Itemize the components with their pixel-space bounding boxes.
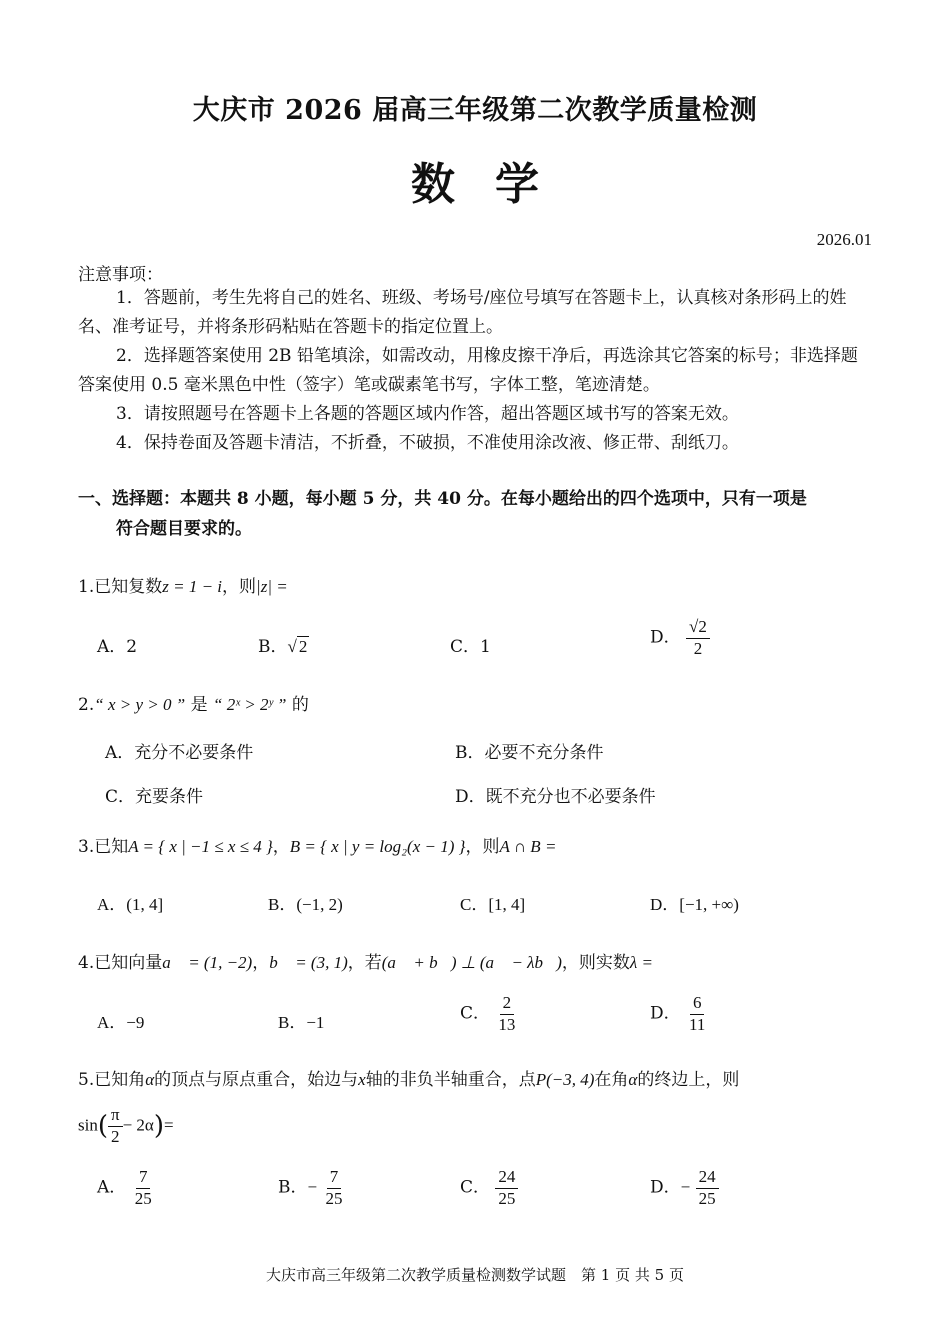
q5-option-b-sign: − [307, 1177, 318, 1197]
fraction-numerator: 24 [696, 1168, 719, 1189]
fraction-denominator: 25 [698, 1188, 716, 1208]
q4-option-c-label: C． [460, 1003, 491, 1024]
fraction-numerator: π [108, 1106, 123, 1127]
note-item: 3．请按照题号在答题卡上各题的答题区域内作答，超出答题区域书写的答案无效。 [116, 404, 739, 424]
q1-option-b-value: 2 [298, 637, 308, 656]
q1-mid: ，则 [222, 577, 257, 597]
q1-prefix: 1.已知复数 [78, 577, 163, 597]
q4-lambda: λ = [629, 953, 654, 972]
q4-option-d-label: D． [650, 1003, 681, 1024]
fraction-numerator: 7 [136, 1168, 151, 1189]
q5-option-c-label: C． [460, 1177, 491, 1198]
fraction-numerator: √2 [686, 618, 710, 639]
fraction-numerator: 7 [327, 1168, 342, 1189]
q1-expr: z = 1 − i [162, 577, 223, 596]
q5-option-d [650, 1168, 719, 1208]
fraction-denominator: 2 [693, 638, 703, 658]
fraction-denominator: 25 [134, 1188, 152, 1208]
q3-prefix: 3.已知 [78, 837, 129, 857]
page-footer: 大庆市高三年级第二次教学质量检测数学试题 第 1 页 共 5 页 [266, 1266, 684, 1284]
q3-expr: A ∩ B = [499, 837, 557, 856]
q3-mid: ，则 [465, 837, 500, 857]
q2-expr1: “ x > y > 0 ” [94, 695, 186, 714]
fraction-numerator: 24 [495, 1168, 518, 1189]
section-heading-line2: 符合题目要求的。 [116, 519, 252, 539]
q5-option-a [97, 1168, 155, 1208]
q3-sep: ， [272, 837, 290, 857]
q5-pi-fraction [108, 1106, 123, 1146]
q4-prefix: 4.已知向量 [78, 953, 163, 973]
q5-text4: 在角 [594, 1070, 629, 1090]
q5-option-b-fraction [323, 1168, 346, 1208]
section-heading-line1: 一、选择题：本题共 8 小题，每小题 5 分，共 40 分。在每小题给出的四个选项中，只有一项是 [78, 489, 807, 509]
q1-option-d-label: D． [650, 627, 681, 648]
q4-vector-b: b⃗ = (3, 1) [269, 953, 348, 972]
q5-text2: 的顶点与原点重合，始边与 [154, 1070, 359, 1090]
q4-condition: (a⃗ + b⃗) ⊥ (a⃗ − λb⃗) [381, 953, 562, 972]
q5-x: x [358, 1070, 366, 1089]
fraction-denominator: 13 [498, 1014, 516, 1034]
q4-mid: ，若 [347, 953, 382, 973]
q2-mid: 是 [190, 695, 208, 715]
q4-option-d [650, 994, 708, 1034]
fraction-numerator: 6 [690, 994, 705, 1015]
q1-option-a: A．2 [97, 637, 138, 657]
fraction-denominator: 25 [325, 1188, 343, 1208]
q2-option-b: B．必要不充分条件 [455, 743, 604, 763]
q3-option-a: A．(1, 4] [97, 895, 164, 914]
q2-suffix: 的 [291, 695, 309, 715]
q1-option-c: C．1 [450, 637, 491, 657]
q2-option-a: A．充分不必要条件 [105, 743, 254, 763]
question-2 [78, 690, 309, 715]
q4-option-a: A．−9 [97, 1013, 145, 1032]
q5-point: P(−3, 4) [535, 1070, 595, 1089]
q5-option-a-fraction [132, 1168, 155, 1208]
question-5 [78, 1065, 739, 1090]
q5-option-b-label: B． [278, 1177, 308, 1198]
q4-vector-a: a⃗ = (1, −2) [162, 953, 253, 972]
q1-option-b: B．√ 2 [258, 637, 308, 657]
q5-alpha: α [145, 1070, 155, 1089]
q5-text5: 的终边上，则 [637, 1070, 740, 1090]
note-item: 2．选择题答案使用 2B 铅笔填涂，如需改动，用橡皮擦干净后，再选涂其它答案的标号；非选择题答案使用 0.5 毫米黑色中性（签字）笔或碳素笔书写，字体工整，笔迹清楚。 [78, 346, 858, 395]
q4-option-b: B．−1 [278, 1013, 325, 1032]
note-item: 4．保持卷面及答题卡清洁，不折叠，不破损，不准使用涂改液、修正带、刮纸刀。 [116, 433, 739, 453]
q1-option-d [650, 618, 710, 658]
q5-option-c [460, 1168, 518, 1208]
q2-prefix: 2. [78, 695, 95, 715]
question-4 [78, 948, 653, 973]
q5-option-d-sign: − [680, 1177, 691, 1197]
q2-option-c: C．充要条件 [105, 787, 204, 807]
exam-title: 大庆市 2026 届高三年级第二次教学质量检测 [192, 95, 758, 126]
q4-option-c [460, 994, 518, 1034]
q5-option-d-fraction [696, 1168, 719, 1208]
q5-rest: − 2α [122, 1115, 154, 1135]
fraction-denominator: 2 [111, 1126, 120, 1146]
fraction-denominator: 25 [498, 1188, 516, 1208]
q4-option-d-fraction [686, 994, 708, 1034]
notes-heading: 注意事项： [78, 265, 163, 285]
fraction-numerator: 2 [500, 994, 515, 1015]
question-1 [78, 572, 288, 597]
q3-set-b: B = { x | y = log₂(x − 1) } [289, 837, 466, 856]
q3-option-c: C．[1, 4] [460, 895, 526, 914]
q4-suffix: ，则实数 [561, 953, 630, 973]
q5-sin: sin [78, 1115, 98, 1135]
q4-option-c-fraction [495, 994, 518, 1034]
section-heading [78, 484, 878, 544]
q3-option-d: D．[−1, +∞) [650, 895, 739, 914]
q5-text3: 轴的非负半轴重合，点 [365, 1070, 536, 1090]
q5-expression: sin( $\frac{\pi}{2}$ − 2α)= [78, 1105, 174, 1146]
question-3 [78, 832, 556, 857]
q2-option-d: D．既不充分也不必要条件 [455, 787, 656, 807]
q3-option-b: B．(−1, 2) [268, 895, 343, 914]
q1-option-b-label: B． [258, 637, 288, 657]
q3-set-a: A = { x | −1 ≤ x ≤ 4 } [128, 837, 273, 856]
fraction-denominator: 11 [689, 1014, 706, 1034]
q5-option-b [278, 1168, 346, 1208]
q1-option-d-fraction [686, 618, 710, 658]
q5-option-a-label: A． [97, 1177, 127, 1198]
q4-sep: ， [252, 953, 270, 973]
q5-option-d-label: D． [650, 1177, 681, 1198]
exam-date: 2026.01 [816, 230, 872, 249]
q1-expr2: |z| = [256, 577, 288, 596]
note-item: 1．答题前，考生先将自己的姓名、班级、考场号/座位号填写在答题卡上，认真核对条形码上的姓名、准考证号，并将条形码粘贴在答题卡的指定位置上。 [78, 288, 847, 337]
q5-alpha2: α [628, 1070, 638, 1089]
subject-title: 数学 [411, 159, 579, 210]
q5-equals: = [164, 1115, 174, 1135]
q5-text1: 5.已知角 [78, 1070, 146, 1090]
q5-option-c-fraction [495, 1168, 518, 1208]
q2-expr2: “ 2ˣ > 2ʸ ” [213, 695, 287, 714]
